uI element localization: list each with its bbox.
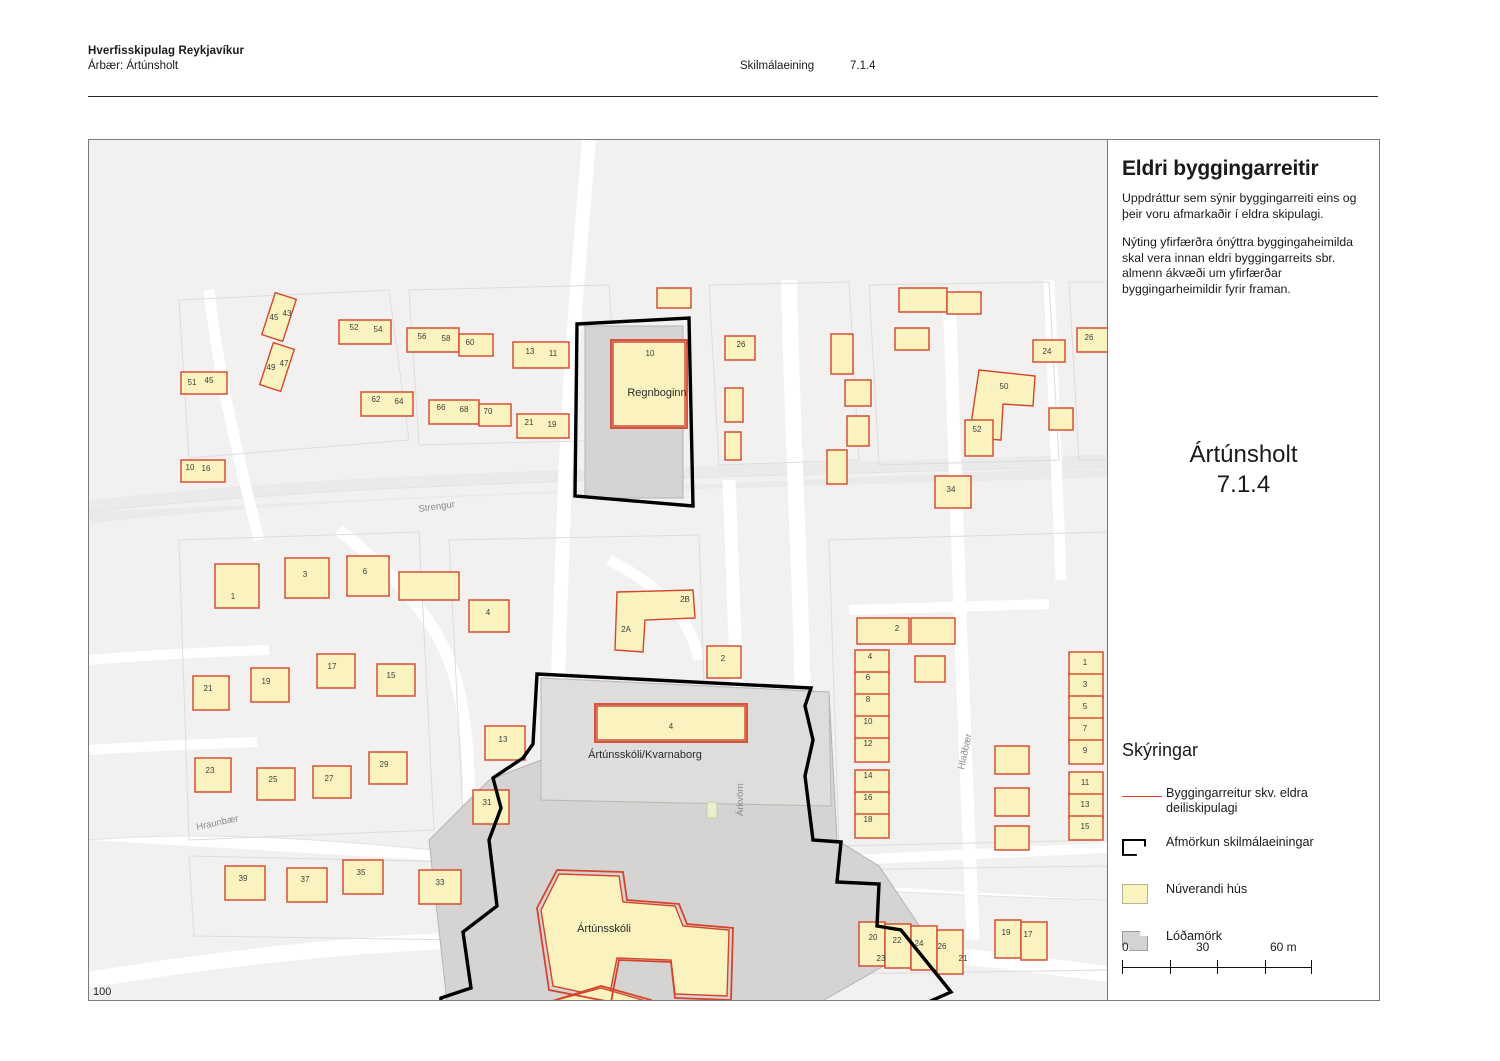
legend-title: Skýringar xyxy=(1122,740,1199,760)
house-number: 7 xyxy=(1082,724,1088,733)
header-left-block xyxy=(88,44,244,74)
house-number: 60 xyxy=(465,338,475,347)
house-number: 6 xyxy=(865,673,871,682)
house-number: 20 xyxy=(868,933,878,942)
house-number: 64 xyxy=(394,397,404,406)
house-number: 49 xyxy=(266,363,276,372)
house-number: 4 xyxy=(485,608,491,617)
house-number: 1 xyxy=(230,592,236,601)
district-name: Árbær: Ártúnsholt xyxy=(88,60,179,72)
map-canvas[interactable] xyxy=(89,140,1107,1000)
house-number: 2 xyxy=(894,624,900,633)
scale-labels xyxy=(1122,940,1362,956)
house-number: 27 xyxy=(324,774,334,783)
house-number: 19 xyxy=(261,677,271,686)
house-number: 25 xyxy=(268,775,278,784)
house-number: 13 xyxy=(1080,800,1090,809)
house-number: 11 xyxy=(1080,778,1090,787)
black-outline-icon xyxy=(1122,834,1166,856)
panel-title: Eldri byggingarreitir xyxy=(1122,157,1319,180)
organization-name: Hverfisskipulag Reykjavíkur xyxy=(88,45,245,57)
legend-item-old-plot xyxy=(1122,785,1372,817)
unit-number: 7.1.4 xyxy=(850,60,876,72)
house-number: 21 xyxy=(958,954,968,963)
house-number: 39 xyxy=(238,874,248,883)
house-number: 31 xyxy=(482,798,492,807)
house-number: 13 xyxy=(525,347,535,356)
house-number: 29 xyxy=(379,760,389,769)
red-line-icon xyxy=(1122,785,1166,797)
house-number: 3 xyxy=(1082,680,1088,689)
house-number: 35 xyxy=(356,868,366,877)
house-number: 23 xyxy=(205,766,215,775)
house-number: 24 xyxy=(914,939,924,948)
house-number: 10 xyxy=(645,349,655,358)
house-number: 2 xyxy=(720,654,726,663)
house-number: 13 xyxy=(498,735,508,744)
house-number: 8 xyxy=(865,695,871,704)
house-number: 2A xyxy=(621,625,631,634)
house-number: 26 xyxy=(937,942,947,951)
house-number: 34 xyxy=(946,485,956,494)
house-number: 52 xyxy=(349,323,359,332)
house-number: 26 xyxy=(1084,333,1094,342)
map-corner-label: 100 xyxy=(93,986,112,998)
house-number: 4 xyxy=(867,652,873,661)
label-kvarnaborg: Ártúnsskóli/Kvarnaborg xyxy=(588,749,702,761)
house-number: 21 xyxy=(524,418,534,427)
street-label-arkvorn: Árkvörn xyxy=(735,783,746,816)
legend-item-existing-house xyxy=(1122,881,1372,911)
label-regnboginn: Regnboginn xyxy=(627,387,687,399)
house-number: 4 xyxy=(668,722,674,731)
scale-tick-0: 0 xyxy=(1122,940,1129,954)
house-number: 33 xyxy=(435,878,445,887)
house-number: 5 xyxy=(1082,702,1088,711)
house-number: 11 xyxy=(548,349,558,358)
house-number: 50 xyxy=(999,382,1009,391)
legend-label-existing-house: Núverandi hús xyxy=(1166,881,1248,896)
house-number: 58 xyxy=(441,334,451,343)
map-frame xyxy=(88,139,1380,1001)
place-number: 7.1.4 xyxy=(1216,471,1271,498)
house-number: 19 xyxy=(547,420,557,429)
house-number: 18 xyxy=(863,815,873,824)
house-number: 66 xyxy=(436,403,446,412)
house-number: 62 xyxy=(371,395,381,404)
house-number: 17 xyxy=(327,662,337,671)
panel-paragraph-1: Uppdráttur sem sýnir byggingarreiti eins og þeir voru afmarkaðir í eldra skipulagi. xyxy=(1122,191,1357,221)
scale-tick-30: 30 xyxy=(1196,940,1210,954)
house-number: 45 xyxy=(204,376,214,385)
house-number: 16 xyxy=(201,464,211,473)
house-number: 17 xyxy=(1023,930,1033,939)
legend-label-unit-boundary: Afmörkun skilmálaeiningar xyxy=(1166,834,1314,849)
house-number: 15 xyxy=(386,671,396,680)
street-label-strengur: Strengur xyxy=(417,499,456,515)
house-number: 2B xyxy=(680,595,690,604)
panel-paragraph-2: Nýting yfirfærðra ónýttra byggingaheimilda skal vera innan eldri byggingarreits sbr. almenn ákvæði um yfirfærðar byggingarheimildir fyrir framan. xyxy=(1122,235,1354,296)
legend-label-lot-boundary: Lóðamörk xyxy=(1166,928,1223,943)
house-number: 9 xyxy=(1082,746,1088,755)
house-number: 22 xyxy=(892,936,902,945)
scale-tick-60: 60 m xyxy=(1270,940,1297,954)
house-number: 12 xyxy=(863,739,873,748)
house-number: 23 xyxy=(876,954,886,963)
house-number: 26 xyxy=(736,340,746,349)
house-number: 37 xyxy=(300,875,310,884)
house-number: 10 xyxy=(863,717,873,726)
house-number: 14 xyxy=(863,771,873,780)
scale-graphic xyxy=(1122,960,1362,974)
house-number: 51 xyxy=(187,378,197,387)
unit-label: Skilmálaeining xyxy=(740,60,815,72)
house-number: 3 xyxy=(302,570,308,579)
house-number: 68 xyxy=(459,405,469,414)
label-artunsskoli: Ártúnsskóli xyxy=(577,923,631,935)
house-number: 15 xyxy=(1080,822,1090,831)
street-label-hladbaer: Hlaðbær xyxy=(956,732,975,771)
yellow-polygon-icon xyxy=(1122,881,1166,904)
house-number: 54 xyxy=(373,325,383,334)
house-number: 21 xyxy=(203,684,213,693)
house-number: 10 xyxy=(185,463,195,472)
house-number: 19 xyxy=(1001,928,1011,937)
header-divider-rule xyxy=(88,96,1378,97)
place-name: Ártúnsholt xyxy=(1189,441,1298,468)
scale-bar xyxy=(1122,940,1362,974)
legend-label-old-plot: Byggingarreitur skv. eldra deiliskipulagi xyxy=(1166,786,1308,816)
house-number: 70 xyxy=(483,407,493,416)
page-header xyxy=(88,44,1378,96)
house-number: 24 xyxy=(1042,347,1052,356)
house-number: 52 xyxy=(972,425,982,434)
house-number: 43 xyxy=(282,309,292,318)
street-label-hraunbaer: Hraunbær xyxy=(195,813,240,833)
legend-item-unit-boundary xyxy=(1122,834,1372,864)
house-number: 56 xyxy=(417,332,427,341)
house-number: 47 xyxy=(279,359,289,368)
map-svg xyxy=(89,140,1107,1000)
house-number: 1 xyxy=(1082,658,1088,667)
house-number: 6 xyxy=(362,567,368,576)
place-block xyxy=(1108,440,1379,500)
house-number: 16 xyxy=(863,793,873,802)
info-panel xyxy=(1108,140,1379,1000)
house-number: 45 xyxy=(269,313,279,322)
